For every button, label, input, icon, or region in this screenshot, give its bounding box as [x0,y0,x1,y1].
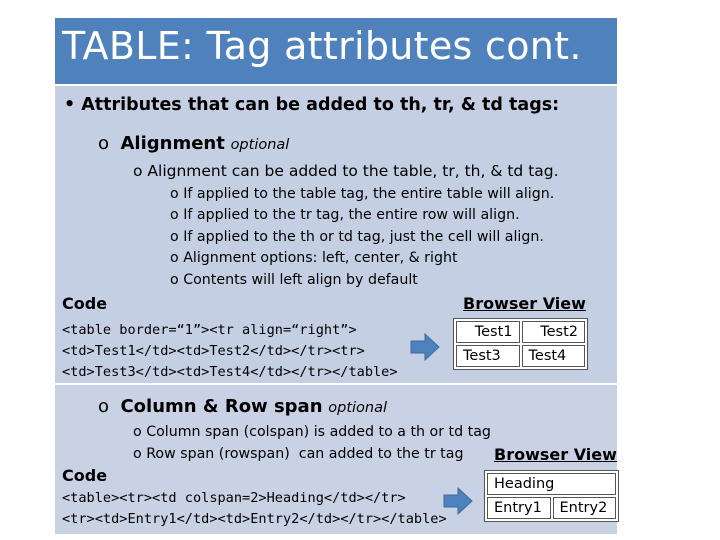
main-bullet-text: Attributes that can be added to th, tr, & td tags: [81,95,560,115]
browser-view-label: Browser View [463,294,586,313]
code-block [62,488,447,530]
browser-table-span [484,470,619,522]
arrow-right-icon [443,486,473,516]
span-heading [98,396,387,417]
table-cell: Test2 [522,321,586,343]
main-bullet [64,95,559,115]
sub-bullet-mark: o [133,162,143,180]
table-cell: Entry2 [553,497,617,519]
alignment-heading-text: Alignment [120,133,225,154]
alignment-item: o Alignment options: left, center, & right [170,250,458,266]
table-cell: Test1 [456,321,520,343]
code-block [62,320,398,383]
code-line: <td>Test3</td><td>Test4</td></tr></table> [62,364,398,380]
slide-title: TABLE: Tag attributes cont. [62,24,582,68]
alignment-subitem [133,162,559,180]
span-item: o Row span (rowspan) can added to the tr tag [133,446,464,462]
alignment-item: o If applied to the table tag, the entire table will align. [170,186,555,202]
table-row [456,345,585,367]
code-label: Code [62,466,108,485]
browser-table-alignment [453,318,588,370]
arrow-right-icon [410,332,440,362]
span-optional: optional [328,400,388,416]
browser-view-label: Browser View [494,445,617,464]
code-line: <td>Test1</td><td>Test2</td></tr><tr> [62,343,365,359]
code-label: Code [62,294,108,313]
table-cell: Heading [487,473,616,495]
sub-bullet-mark: o [98,133,110,154]
alignment-subitem-text: Alignment can be added to the table, tr, th, & td tag. [147,162,559,180]
code-line: <table border=“1”><tr align=“right”> [62,322,357,338]
table-cell: Test3 [456,345,520,367]
span-heading-text: Column & Row span [120,396,323,417]
table-row [456,321,585,343]
alignment-heading [98,133,289,154]
table-row [487,497,616,519]
span-item: o Column span (colspan) is added to a th or td tag [133,424,491,440]
alignment-optional: optional [230,137,290,153]
table-row [487,473,616,495]
code-line: <tr><td>Entry1</td><td>Entry2</td></tr></table> [62,511,447,527]
table-cell: Entry1 [487,497,551,519]
alignment-item: o If applied to the th or td tag, just the cell will align. [170,229,544,245]
table-cell: Test4 [522,345,586,367]
alignment-item: o If applied to the tr tag, the entire row will align. [170,207,520,223]
alignment-item: o Contents will left align by default [170,272,418,288]
code-line: <table><tr><td colspan=2>Heading</td></tr> [62,490,406,506]
sub-bullet-mark: o [98,396,110,417]
bullet-mark: • [64,95,76,115]
